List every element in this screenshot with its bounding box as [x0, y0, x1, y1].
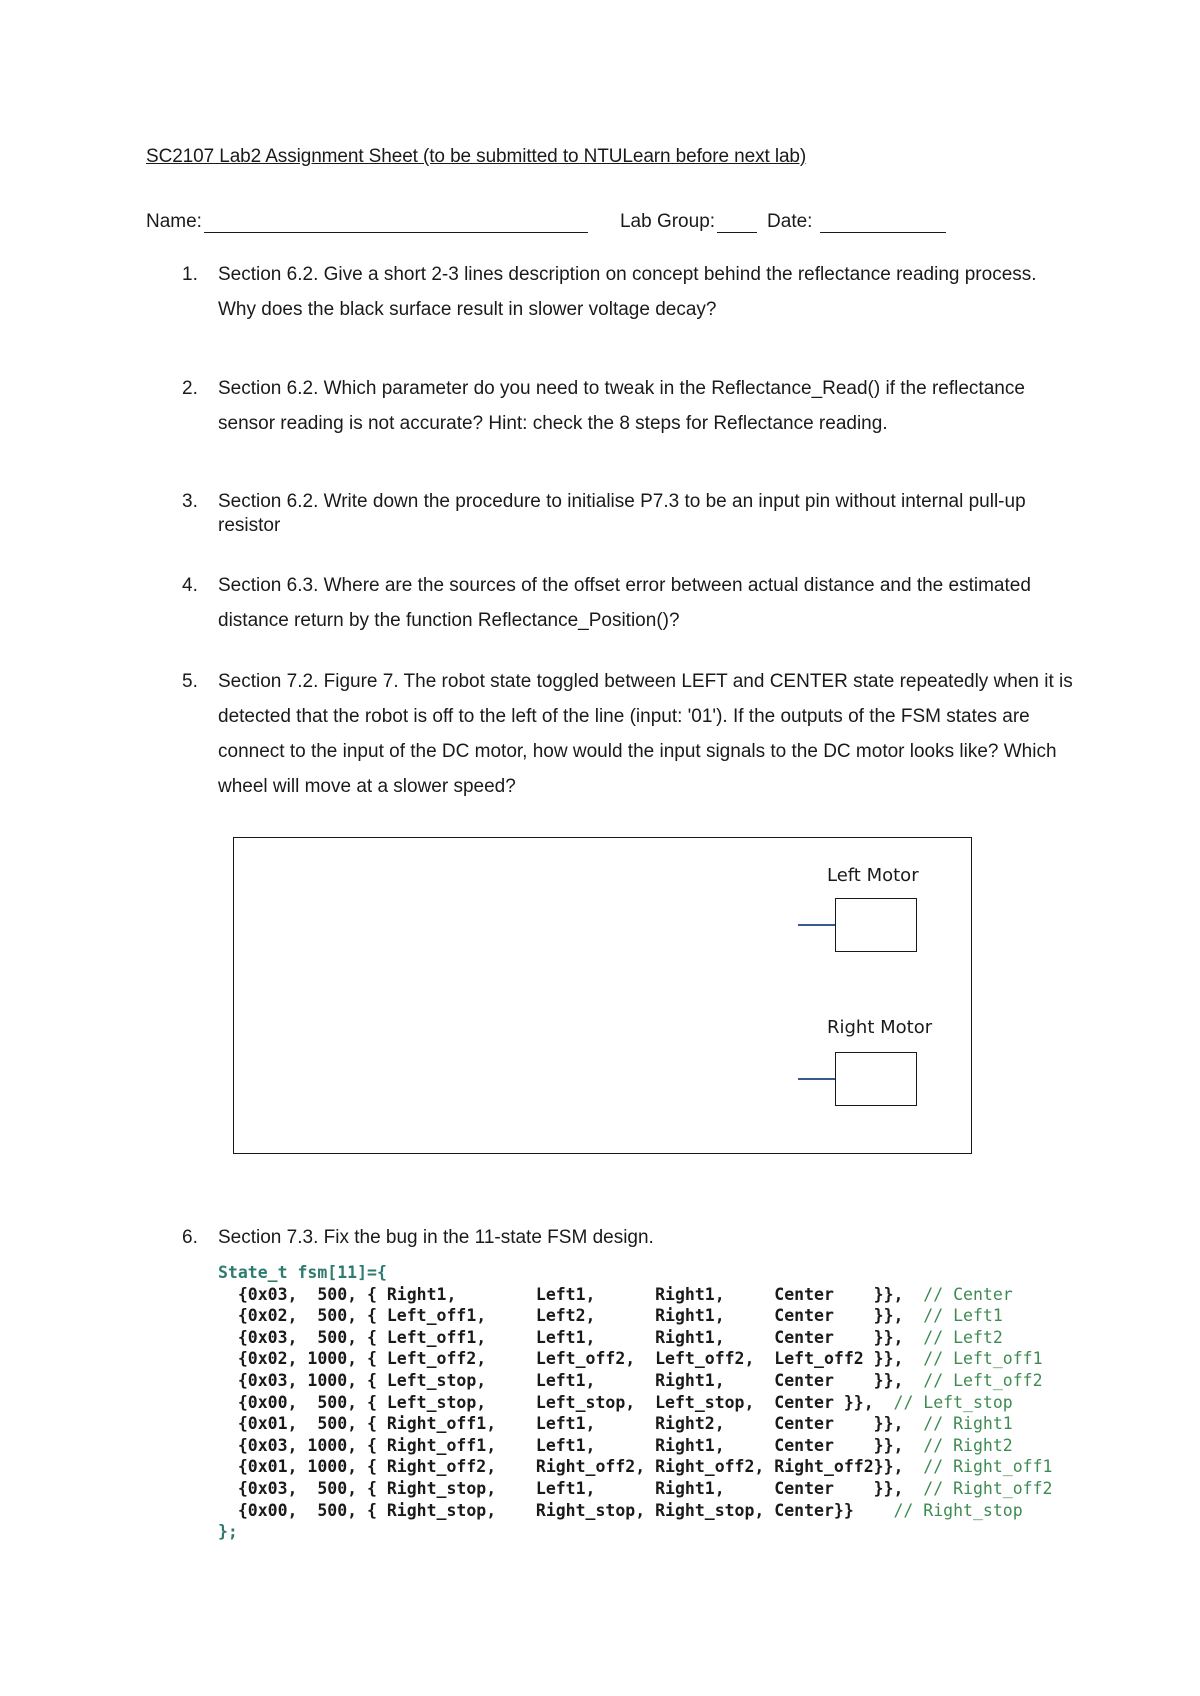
code-row: {0x03, 1000, { Left_stop, Left1, Right1, Center }}, // Left_off2	[218, 1370, 1043, 1390]
code-row: {0x02, 500, { Left_off1, Left2, Right1, Center }}, // Left1	[218, 1306, 1003, 1326]
date-blank[interactable]	[820, 214, 946, 233]
right-motor-label: Right Motor	[827, 1017, 933, 1038]
page-title: SC2107 Lab2 Assignment Sheet (to be submitted to NTULearn before next lab)	[146, 146, 807, 167]
date-label: Date:	[767, 211, 813, 232]
motor-signal-answer-box[interactable]	[233, 837, 972, 1154]
lab-group-blank[interactable]	[717, 214, 757, 233]
right-motor-input-line	[798, 1078, 836, 1080]
code-row: {0x03, 500, { Left_off1, Left1, Right1, Center }}, // Left2	[218, 1327, 1003, 1347]
fsm-code-block	[218, 1262, 1052, 1543]
name-label: Name:	[146, 211, 202, 232]
question-3: 3. Section 6.2. Write down the procedure to initialise P7.3 to be an input pin without internal pull-up resistor	[182, 491, 1026, 536]
question-1: 1. Section 6.2. Give a short 2-3 lines description on concept behind the reflectance reading process. Why does the black surface result in slower voltage decay?	[182, 264, 1037, 320]
question-5: 5. Section 7.2. Figure 7. The robot state toggled between LEFT and CENTER state repeatedly when it is detected that the robot is off to the left of the line (input: '01'). If the outputs of the FSM states are connect to the input of the DC motor, how would the input signals to the DC motor looks like? Which wheel will move at a slower speed?	[182, 671, 1073, 797]
left-motor-input-line	[798, 924, 836, 926]
student-info-line	[146, 211, 946, 233]
code-row: {0x00, 500, { Left_stop, Left_stop, Left_stop, Center }}, // Left_stop	[218, 1392, 1013, 1412]
question-6: 6. Section 7.3. Fix the bug in the 11-state FSM design.	[182, 1227, 654, 1248]
left-motor-label: Left Motor	[827, 865, 919, 886]
code-row: {0x02, 1000, { Left_off2, Left_off2, Left_off2, Left_off2 }}, // Left_off1	[218, 1349, 1043, 1369]
code-row: {0x03, 500, { Right1, Left1, Right1, Center }}, // Center	[218, 1284, 1013, 1304]
right-motor-block	[835, 1052, 917, 1106]
code-row: {0x00, 500, { Right_stop, Right_stop, Right_stop, Center}} // Right_stop	[218, 1500, 1023, 1520]
code-row: {0x03, 500, { Right_stop, Left1, Right1, Center }}, // Right_off2	[218, 1478, 1053, 1498]
code-row: {0x01, 1000, { Right_off2, Right_off2, Right_off2, Right_off2}}, // Right_off1	[218, 1457, 1053, 1477]
code-row: {0x03, 1000, { Right_off1, Left1, Right1, Center }}, // Right2	[218, 1435, 1013, 1455]
lab-group-label: Lab Group:	[619, 211, 716, 232]
name-blank[interactable]	[204, 214, 588, 233]
code-row: {0x01, 500, { Right_off1, Left1, Right2, Center }}, // Right1	[218, 1414, 1013, 1434]
question-2: 2. Section 6.2. Which parameter do you need to tweak in the Reflectance_Read() if the reflectance sensor reading is not accurate? Hint: check the 8 steps for Reflectance reading.	[182, 378, 1025, 434]
code-closing: };	[218, 1522, 238, 1542]
left-motor-block	[835, 898, 917, 952]
question-4: 4. Section 6.3. Where are the sources of the offset error between actual distance and the estimated distance return by the function Reflectance_Position()?	[182, 575, 1031, 631]
code-declaration: State_t fsm[11]={	[218, 1263, 387, 1282]
